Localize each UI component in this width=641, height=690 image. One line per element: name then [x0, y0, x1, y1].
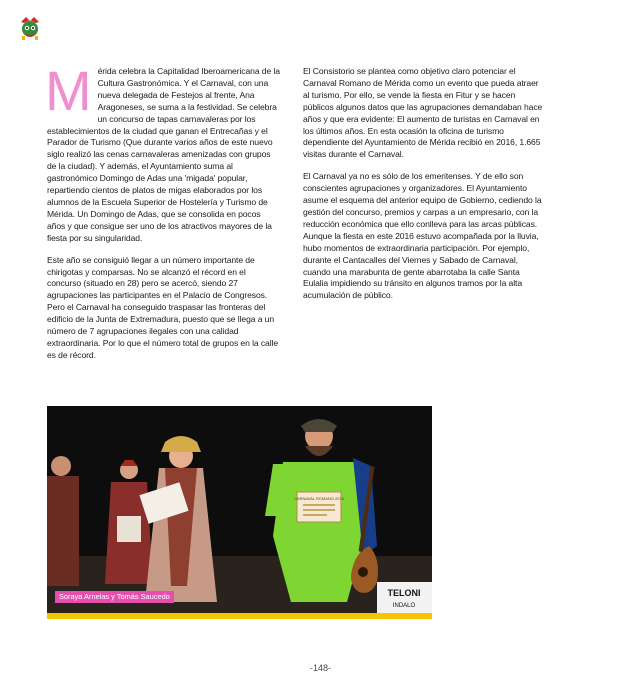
right-paragraph-1: El Consistorio se plantea como objetivo claro potenciar el Carnaval Romano de Mérida como un evento que pueda atraer al turismo. Por ello, se vende la fiesta en Fitur y se hacen públicos algunos datos que las agrupaciones demandaban hace años y que era evidente: El aumento de turistas en Carnaval en los últimos años. En esta ocasión la oficina de turismo dependiente del Ayuntamiento de Mérida recibió en 2016, 1.665 visitas durante el Carnaval.: [303, 66, 543, 160]
carnival-mask-logo-icon: [18, 15, 42, 41]
left-paragraph-1: [45, 59, 280, 245]
certificate-heading: CARNAVAL ROMANO 2016: [294, 496, 344, 501]
banner-text: TELONI: [387, 588, 421, 598]
left-paragraph-1-text: érida celebra la Capitalidad Iberoamericana de la Cultura Gastronómica. Y el Carnaval, con una nueva delegada de Festejos al frente, Ana Aragoneses, se suma a la festividad. Se celebra un concurso de tapas carnavaleras por los establecimientos de la ciudad que ganan el Entrecañas y el Parador de Turismo (Que durante varios años de este nuevo siglo realizó las cenas carnavaleras amenizadas con grupos de la ciudad). Y además, el Ayuntamiento suma al gastronómico Domingo de Adas una 'migada' popular, repartiendo cientos de platos de migas elaborados por los alumnos de la Escuela Superior de Hostelería y Turismo de Mérida. Un Domingo de Adas, que se consolida en pocos años y que consigue ser uno de los atractivos mayores de la fiesta por su singularidad.: [47, 66, 280, 243]
left-paragraph-2: Este año se consiguió llegar a un número importante de chirigotas y comparsas. No se alcanzó el récord en el concurso (situado en 28) pero se acercó, siendo 27 agrupaciones las participantes en el Palacio de Congresos. Pero el Carnaval ha conseguido traspasar las fronteras del edificio de la Junta de Extremadura, puesto que se llega a un número de 7 agrupaciones ilegales con una calidad extraordinaria. Por lo que el número total de grupos en la calle es de récord.: [47, 254, 279, 360]
accent-bar: [47, 613, 432, 619]
banner-text-2: INDALO: [392, 603, 416, 609]
carnival-photo: [47, 406, 432, 613]
stage-banner: [377, 582, 432, 613]
right-paragraph-2: El Carnaval ya no es sólo de los emeritenses. Y de ello son conscientes agrupaciones y organizadores. El Ayuntamiento asume el esquema del anterior equipo de Gobierno, cediendo la gestión del concurso, premios y carpas a un empresario, con la reducción económica que ello conlleva para las arcas públicas. Aunque la fiesta en este 2016 estuvo acompañada por la lluvia, hubo momentos de extraordinaria participación. Por ejemplo, durante el Cantacalles del Viernes y Sabado de Carnaval, cuando una marabunta de gente abarrotaba la calle Santa Eulalia impidiendo su tránsito en algunos tramos por la alta acumulación de público.: [303, 171, 542, 301]
right-column-text: [303, 66, 543, 312]
photo-caption: Soraya Arnelas y Tomás Saucedo: [55, 591, 174, 603]
left-column-text: [45, 59, 280, 372]
drop-cap: M: [45, 59, 92, 122]
page-number: -148-: [309, 663, 331, 673]
